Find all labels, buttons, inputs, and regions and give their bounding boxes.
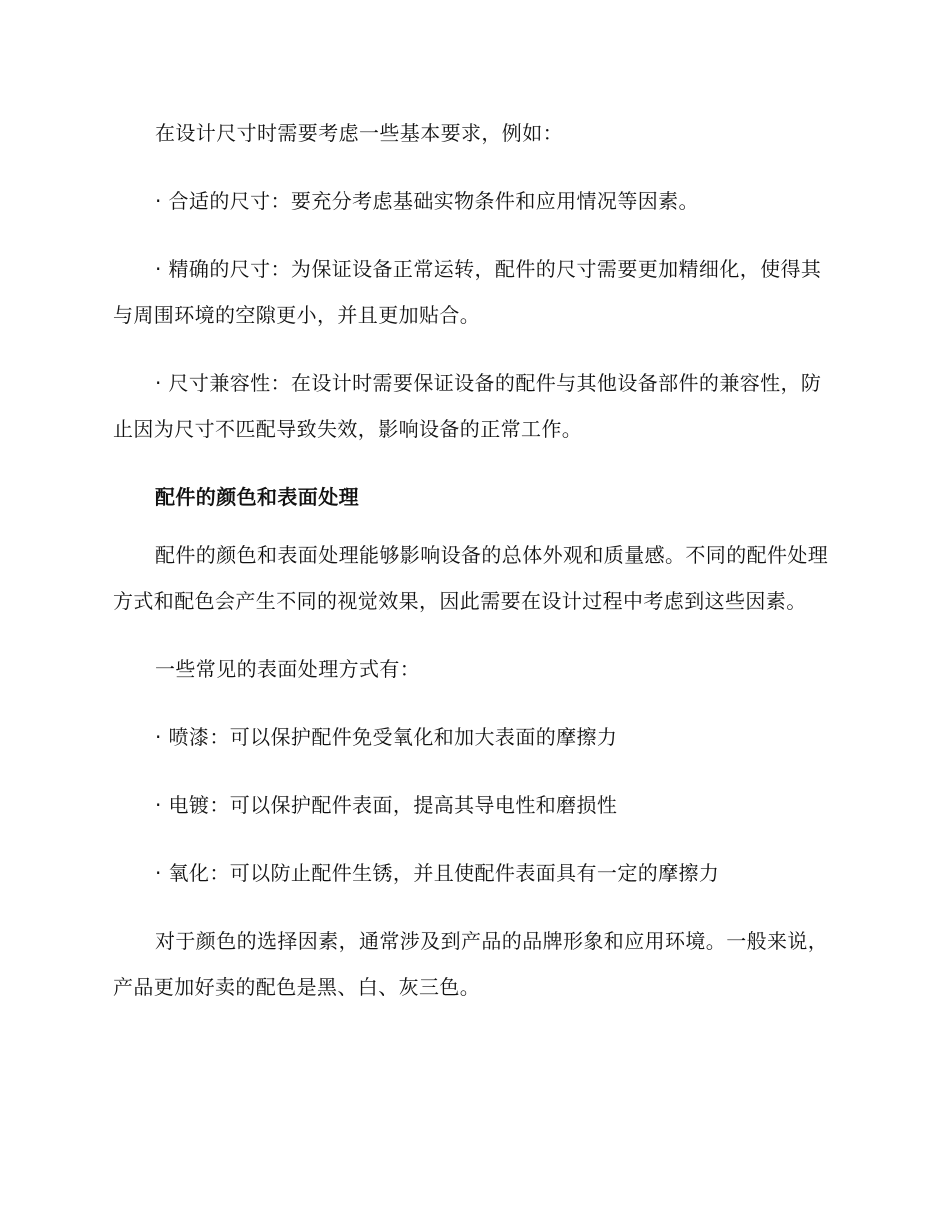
intro-paragraph: 在设计尺寸时需要考虑一些基本要求，例如： (155, 121, 563, 145)
size-item-suitable: · 合适的尺寸：要充分考虑基础实物条件和应用情况等因素。 (155, 189, 699, 213)
treatment-item-plating: · 电镀：可以保护配件表面，提高其导电性和磨损性 (155, 793, 618, 817)
size-item-precise: · 精确的尺寸：为保证设备正常运转，配件的尺寸需要更加精细化，使得其与周围环境的空隙更小，并且更加贴合。 (113, 257, 822, 327)
color-paragraph: 对于颜色的选择因素，通常涉及到产品的品牌形象和应用环境。一般来说，产品更加好卖的配色是黑、白、灰三色。 (113, 929, 829, 999)
treatment-item-oxidation: · 氧化：可以防止配件生锈，并且使配件表面具有一定的摩擦力 (155, 861, 720, 885)
section-heading: 配件的颜色和表面处理 (155, 485, 359, 509)
size-item-compatibility: · 尺寸兼容性：在设计时需要保证设备的配件与其他设备部件的兼容性，防止因为尺寸不匹配导致失效，影响设备的正常工作。 (113, 371, 822, 441)
treatment-item-paint: · 喷漆：可以保护配件免受氧化和加大表面的摩擦力 (155, 725, 618, 749)
section-paragraph: 配件的颜色和表面处理能够影响设备的总体外观和质量感。不同的配件处理方式和配色会产生不同的视觉效果，因此需要在设计过程中考虑到这些因素。 (113, 543, 829, 613)
treatments-intro: 一些常见的表面处理方式有： (155, 657, 421, 681)
document-page (113, 110, 833, 1032)
